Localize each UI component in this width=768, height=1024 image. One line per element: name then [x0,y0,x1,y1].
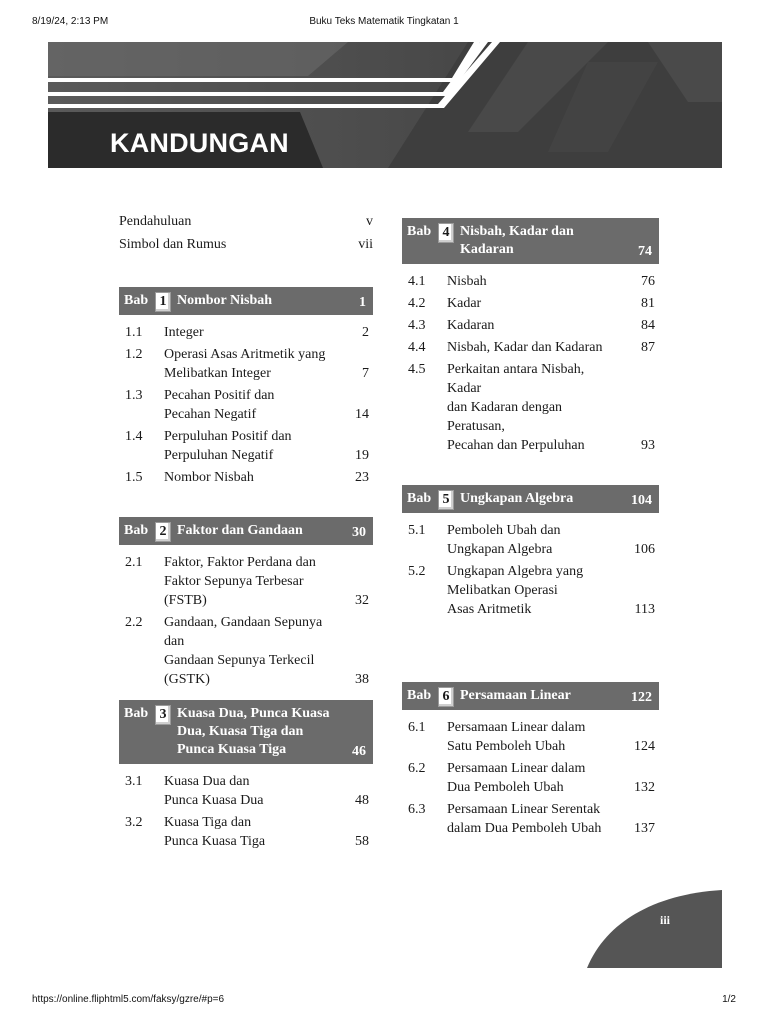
section-title-line: Punca Kuasa Tiga [164,834,266,849]
section-title-line: Persamaan Linear dalam [447,720,586,735]
page-number: iii [659,913,670,927]
section-list [402,272,659,455]
section-title-line: Perpuluhan Positif dan [164,429,292,444]
chapter-title [460,490,631,513]
section-item [119,427,373,465]
section-page: 106 [634,542,655,557]
section-page: 38 [355,672,369,687]
section-number: 1.1 [125,325,143,340]
section-title-line: Asas Aritmetik [447,602,532,617]
section-item [402,759,659,797]
section-title-line: (GSTK) [164,672,210,687]
chapter-bab-label: Bab [407,224,432,239]
section-title-line: Ungkapan Algebra yang [447,564,584,579]
chapter-number: 4 [438,223,454,243]
section-title [447,316,615,335]
section-page: 113 [634,602,655,617]
section-page: 48 [355,793,369,808]
section-page: 124 [634,739,655,754]
section-number: 2.1 [125,555,143,570]
print-page-title: Buku Teks Matematik Tingkatan 1 [309,16,459,27]
chapter-page: 74 [638,244,652,259]
section-number: 5.2 [408,564,426,579]
section-title [164,613,329,689]
section-title-line: Gandaan Sepunya Terkecil [164,653,315,668]
section-title [164,323,329,342]
section-page: 58 [355,834,369,849]
section-title [447,360,615,455]
intro-label: Pendahuluan [119,214,192,229]
section-title [164,813,329,851]
section-title [447,272,615,291]
section-number: 4.1 [408,274,426,289]
section-title-line: Kuasa Tiga dan [164,815,252,830]
chapter-number: 2 [155,522,171,542]
section-item [119,386,373,424]
print-page-count: 1/2 [722,994,736,1005]
chapter-title [460,223,638,264]
intro-item [119,235,373,258]
section-page: 132 [634,780,655,795]
section-title-line: Melibatkan Operasi [447,583,558,598]
chapter-page: 1 [359,295,366,310]
section-item [402,800,659,838]
section-page: 81 [641,296,655,311]
section-number: 4.3 [408,318,426,333]
chapter-title [177,705,352,764]
section-title-line: Nombor Nisbah [164,470,254,485]
section-title-line: Kuasa Dua dan [164,774,250,789]
section-number: 4.5 [408,362,426,377]
chapter-title [177,522,352,545]
section-number: 1.5 [125,470,143,485]
section-item [402,338,659,357]
section-item [119,323,373,342]
section-item [402,272,659,291]
chapter-title-line: Persamaan Linear [460,688,571,703]
section-title [164,468,329,487]
section-title-line: Pecahan dan Perpuluhan [447,438,585,453]
section-title-line: Kadar [447,296,482,311]
section-title-line: dalam Dua Pemboleh Ubah [447,821,602,836]
section-item [402,562,659,619]
chapter-title-line: Kadaran [460,242,514,257]
section-number: 6.2 [408,761,426,776]
chapter-title-line: Faktor dan Gandaan [177,523,303,538]
chapter-header [402,218,659,264]
intro-page: v [366,214,373,229]
section-title [164,345,329,383]
section-title-line: Faktor Sepunya Terbesar [164,574,304,589]
chapter-title-line: Dua, Kuasa Tiga dan [177,724,304,739]
section-title-line: Pecahan Negatif [164,407,257,422]
toc-left-column [119,212,373,849]
chapter-page: 104 [631,493,652,508]
chapter-title-line: Kuasa Dua, Punca Kuasa [177,706,330,721]
section-item [119,553,373,610]
intro-item [119,212,373,235]
section-title-line: Satu Pemboleh Ubah [447,739,566,754]
chapter-number: 3 [155,705,171,725]
page-heading: KANDUNGAN [110,128,289,158]
chapter-title [177,292,359,315]
section-page: 32 [355,593,369,608]
section-title-line: dan Kadaran dengan Peratusan, [447,400,563,434]
chapter-page: 30 [352,525,366,540]
section-title [164,553,329,610]
chapter-bab-label: Bab [124,706,149,721]
section-item [402,718,659,756]
section-title-line: Nisbah [447,274,487,289]
section-list [119,772,373,851]
chapter-bab-label: Bab [407,688,432,703]
section-item [119,613,373,689]
section-title [164,427,329,465]
section-title-line: Ungkapan Algebra [447,542,553,557]
section-title [164,386,329,424]
section-title-line: Integer [164,325,204,340]
section-title [164,772,329,810]
section-list [119,323,373,487]
section-number: 4.4 [408,340,426,355]
section-item [402,316,659,335]
chapter-page: 46 [352,744,366,759]
section-page: 23 [355,470,369,485]
section-title-line: Punca Kuasa Dua [164,793,264,808]
section-list [402,718,659,838]
print-url: https://online.fliphtml5.com/faksy/gzre/#p=6 [32,994,225,1005]
intro-page: vii [358,237,373,252]
section-page: 76 [641,274,655,289]
chapter-block [402,682,659,838]
section-title-line: Nisbah, Kadar dan Kadaran [447,340,603,355]
chapter-header [402,682,659,710]
section-item [402,360,659,455]
section-page: 14 [355,407,369,422]
section-number: 1.2 [125,347,143,362]
section-item [119,813,373,851]
chapter-title-line: Nisbah, Kadar dan [460,224,574,239]
section-page: 137 [634,821,655,836]
intro-list [119,212,373,258]
section-title-line: Melibatkan Integer [164,366,271,381]
chapter-title-line: Nombor Nisbah [177,293,273,308]
chapter-block [119,287,373,487]
section-number: 1.3 [125,388,143,403]
section-title [447,562,615,619]
section-title-line: Dua Pemboleh Ubah [447,780,564,795]
chapter-block [402,218,659,455]
section-page: 93 [641,438,655,453]
chapter-block [402,485,659,619]
chapter-title-line: Ungkapan Algebra [460,491,574,506]
chapter-title-line: Punca Kuasa Tiga [177,742,287,757]
section-title-line: Faktor, Faktor Perdana dan [164,555,316,570]
chapter-block [119,700,373,851]
chapter-number: 6 [438,687,454,707]
section-number: 5.1 [408,523,426,538]
chapter-block [119,517,373,689]
section-title-line: Perkaitan antara Nisbah, Kadar [447,362,585,396]
section-item [402,294,659,313]
chapter-title [460,687,631,710]
section-title [447,718,615,756]
section-item [119,345,373,383]
section-page: 84 [641,318,655,333]
chapter-page: 122 [631,690,652,705]
section-number: 4.2 [408,296,426,311]
section-number: 3.1 [125,774,143,789]
section-title-line: Persamaan Linear Serentak [447,802,601,817]
section-item [119,772,373,810]
chapter-number: 1 [155,292,171,312]
section-list [402,521,659,619]
section-page: 2 [362,325,369,340]
section-number: 2.2 [125,615,143,630]
section-title-line: Operasi Asas Aritmetik yang [164,347,326,362]
section-page: 19 [355,448,369,463]
section-title [447,338,615,357]
section-list [119,553,373,689]
chapter-header [119,517,373,545]
chapter-number: 5 [438,490,454,510]
section-page: 7 [362,366,369,381]
chapter-header [119,287,373,315]
section-title-line: Kadaran [447,318,495,333]
print-datetime: 8/19/24, 2:13 PM [32,16,109,27]
section-title [447,294,615,313]
intro-label: Simbol dan Rumus [119,237,227,252]
section-item [119,468,373,487]
section-title-line: Gandaan, Gandaan Sepunya dan [164,615,323,649]
section-title [447,521,615,559]
page-number-tab [587,890,722,968]
chapter-bab-label: Bab [407,491,432,506]
section-title-line: Perpuluhan Negatif [164,448,274,463]
section-title [447,800,615,838]
section-item [402,521,659,559]
section-title-line: (FSTB) [164,593,207,608]
section-number: 6.3 [408,802,426,817]
section-page: 87 [641,340,655,355]
chapter-bab-label: Bab [124,293,149,308]
section-number: 3.2 [125,815,143,830]
chapter-header [402,485,659,513]
section-title [447,759,615,797]
section-number: 6.1 [408,720,426,735]
section-title-line: Pemboleh Ubah dan [447,523,561,538]
chapter-bab-label: Bab [124,523,149,538]
section-number: 1.4 [125,429,143,444]
section-title-line: Pecahan Positif dan [164,388,275,403]
section-title-line: Persamaan Linear dalam [447,761,586,776]
chapter-header [119,700,373,764]
